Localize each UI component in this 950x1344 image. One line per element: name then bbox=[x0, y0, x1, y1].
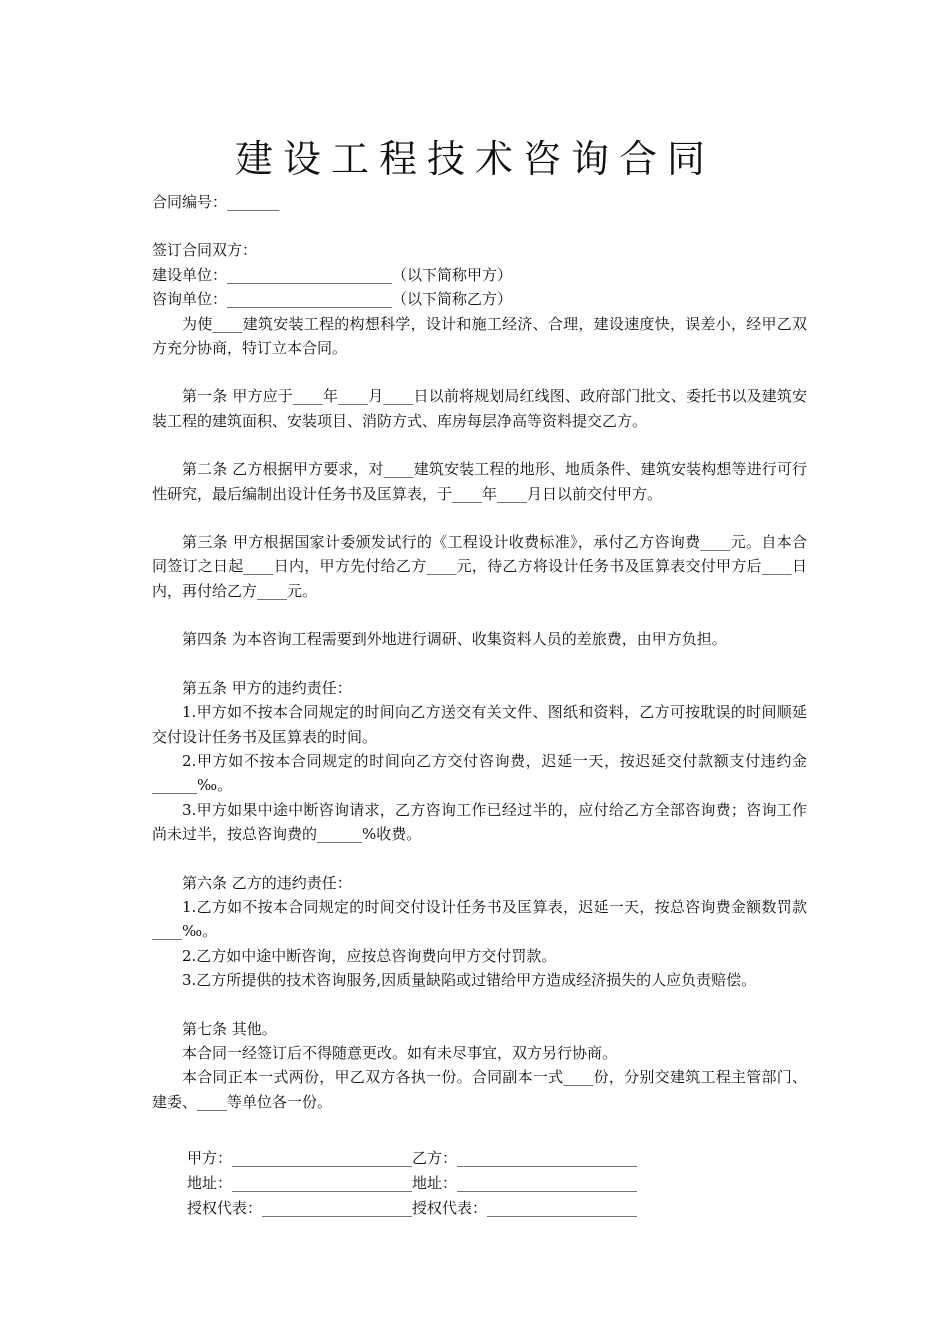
party-a-line: 建设单位：______________________（以下简称甲方） bbox=[152, 265, 513, 284]
party-b-signature: 乙方：________________________ bbox=[412, 1149, 638, 1167]
article-4: 第四条 为本咨询工程需要到外地进行调研、收集资料人员的差旅费，由甲方负担。 bbox=[182, 630, 727, 649]
article-7-title: 第七条 其他。 bbox=[182, 1019, 277, 1038]
document-title: 建设工程技术咨询合同 bbox=[234, 137, 715, 181]
signature-row-address bbox=[187, 1171, 637, 1196]
party-b-line: 咨询单位：______________________（以下简称乙方） bbox=[152, 290, 513, 309]
article-6-item-2: 2.乙方如中途中断咨询，应按总咨询费向甲方交付罚款。 bbox=[182, 946, 557, 965]
article-2: 第二条 乙方根据甲方要求，对____建筑安装工程的地形、地质条件、建筑安装构想等进行可行性研究，最后编制出设计任务书及匡算表，于____年____月日以前交付甲方。 bbox=[152, 460, 807, 503]
article-7-item-1: 本合同一经签订后不得随意更改。如有未尽事宜，双方另行协商。 bbox=[182, 1043, 618, 1062]
contract-body bbox=[152, 190, 807, 1114]
article-1: 第一条 甲方应于____年____月____日以前将规划局红线图、政府部门批文、委托书以及建筑安装工程的建筑面积、安装项目、消防方式、库房每层净高等资料提交乙方。 bbox=[152, 387, 807, 430]
contract-number: 合同编号：_______ bbox=[152, 193, 280, 211]
article-5-item-3: 3.甲方如果中途中断咨询请求，乙方咨询工作已经过半的，应付给乙方全部咨询费；咨询工作尚未过半，按总咨询费的______%收费。 bbox=[152, 800, 807, 844]
article-5-title: 第五条 甲方的违约责任： bbox=[182, 678, 352, 697]
signature-block bbox=[187, 1146, 637, 1221]
party-a-signature: 甲方：________________________ bbox=[187, 1149, 413, 1167]
article-6-title: 第六条 乙方的违约责任： bbox=[182, 873, 352, 892]
article-5-item-2: 2.甲方如不按本合同规定的时间向乙方交付咨询费，迟延一天，按迟延交付款额支付违约金______‰。 bbox=[152, 751, 807, 795]
signature-row-party bbox=[187, 1146, 637, 1171]
intro-paragraph: 为使____建筑安装工程的构想科学，设计和施工经济、合理，建设速度快，误差小，经甲乙双方充分协商，特订立本合同。 bbox=[152, 314, 807, 358]
party-b-address: 地址：________________________ bbox=[412, 1174, 638, 1192]
article-7-item-2: 本合同正本一式两份，甲乙双方各执一份。合同副本一式____份，分别交建筑工程主管部门、建委、____等单位各一份。 bbox=[152, 1068, 807, 1111]
party-a-representative: 授权代表：____________________ bbox=[187, 1199, 413, 1217]
party-b-representative: 授权代表：____________________ bbox=[412, 1199, 638, 1217]
article-6-item-3: 3.乙方所提供的技术咨询服务,因质量缺陷或过错给甲方造成经济损失的人应负责赔偿。 bbox=[182, 971, 757, 990]
article-5-item-1: 1.甲方如不按本合同规定的时间向乙方送交有关文件、图纸和资料，乙方可按耽误的时间顺延交付设计任务书及匡算表的时间。 bbox=[152, 703, 807, 746]
signature-row-rep bbox=[187, 1196, 637, 1221]
parties-label: 签订合同双方： bbox=[152, 241, 258, 260]
party-a-address: 地址：________________________ bbox=[187, 1174, 413, 1192]
article-3: 第三条 甲方根据国家计委颁发试行的《工程设计收费标准》，承付乙方咨询费____元。自本合同签订之日起____日内，甲方先付给乙方____元，待乙方将设计任务书及匡算表交付甲方后____日内，再付给乙方____元。 bbox=[152, 533, 807, 600]
article-6-item-1: 1.乙方如不按本合同规定的时间交付设计任务书及匡算表，迟延一天，按总咨询费金额数罚款____‰。 bbox=[152, 897, 807, 941]
